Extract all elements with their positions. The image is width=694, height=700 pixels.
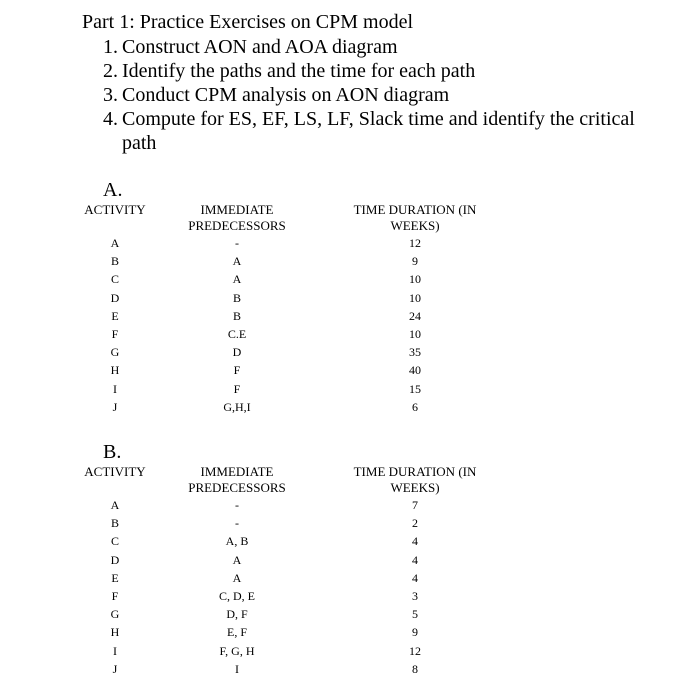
cell-predecessors: I (235, 661, 239, 676)
cell-duration: 12 (409, 236, 421, 250)
cell-duration: 40 (409, 363, 421, 378)
instruction-text: Compute for ES, EF, LS, LF, Slack time and identify the critical path (122, 108, 635, 154)
cell-activity: D (110, 290, 120, 305)
cell-predecessors: D, F (226, 607, 248, 622)
cell-duration: 10 (409, 290, 421, 305)
cell-activity: A (110, 498, 120, 512)
instruction-number: 4. (103, 108, 118, 130)
header-duration: TIME DURATION (IN WEEKS) (353, 202, 477, 233)
cell-activity: I (113, 381, 117, 396)
cell-predecessors: C.E (227, 326, 247, 341)
cell-duration: 35 (409, 345, 421, 360)
cell-activity: B (110, 254, 119, 269)
cell-activity: D (110, 552, 120, 567)
cell-activity: C (110, 272, 119, 287)
cell-activity: F (111, 326, 119, 341)
cell-duration: 5 (412, 607, 418, 622)
cell-activity: E (111, 308, 119, 323)
cell-predecessors: G,H,I (223, 399, 251, 414)
cell-predecessors: A (232, 552, 242, 567)
cell-duration: 8 (412, 661, 418, 676)
cell-predecessors: B (232, 290, 241, 305)
cell-duration: 4 (412, 534, 418, 549)
header-activity: ACTIVITY (84, 202, 146, 217)
instruction-text: Construct AON and AOA diagram (122, 36, 398, 58)
cell-duration: 24 (409, 308, 421, 323)
cell-predecessors: E, F (226, 625, 247, 640)
cell-activity: E (111, 570, 119, 585)
cell-predecessors: B (232, 308, 241, 323)
cell-predecessors: F, G, H (219, 643, 255, 658)
cell-predecessors: F (233, 363, 241, 378)
cell-duration: 4 (412, 552, 418, 567)
instruction-item (103, 107, 663, 155)
cell-duration: 10 (409, 272, 421, 287)
instruction-item (103, 59, 663, 83)
cell-duration: 10 (409, 326, 421, 341)
cell-duration: 3 (412, 588, 418, 603)
instruction-item (103, 35, 663, 59)
cell-duration: 4 (412, 570, 418, 585)
cell-duration: 7 (412, 498, 418, 512)
instruction-list (103, 35, 663, 155)
cell-predecessors: D (232, 345, 242, 360)
cell-activity: B (110, 516, 119, 531)
cell-duration: 15 (409, 381, 421, 396)
section-label-b: B. (103, 441, 122, 463)
cell-activity: C (110, 534, 119, 549)
instruction-number: 2. (103, 60, 118, 82)
header-predecessors: IMMEDIATE PREDECESSORS (188, 464, 286, 495)
instruction-item (103, 83, 663, 107)
cell-predecessors: - (235, 498, 239, 512)
cell-activity: J (112, 661, 118, 676)
cell-duration: 12 (409, 643, 421, 658)
header-duration: TIME DURATION (IN WEEKS) (353, 464, 477, 495)
cell-duration: 9 (412, 625, 418, 640)
cell-predecessors: A (232, 272, 242, 287)
cell-activity: H (110, 363, 120, 378)
cell-activity: F (111, 588, 119, 603)
cell-predecessors: C, D, E (219, 588, 255, 603)
page-heading: Part 1: Practice Exercises on CPM model (82, 11, 414, 33)
cell-predecessors: A (232, 254, 242, 269)
instruction-text: Conduct CPM analysis on AON diagram (122, 84, 450, 106)
cell-activity: J (112, 399, 118, 414)
instruction-text: Identify the paths and the time for each path (122, 60, 476, 82)
cell-duration: 2 (412, 516, 418, 531)
instruction-number: 3. (103, 84, 118, 106)
cell-activity: A (110, 236, 120, 250)
cell-activity: G (110, 345, 120, 360)
instruction-number: 1. (103, 36, 118, 58)
cell-predecessors: - (235, 516, 239, 531)
cell-predecessors: F (233, 381, 241, 396)
cell-duration: 9 (412, 254, 418, 269)
cell-predecessors: - (235, 236, 239, 250)
cell-duration: 6 (412, 399, 418, 414)
section-label-a: A. (103, 179, 123, 201)
cell-predecessors: A, B (225, 534, 249, 549)
header-predecessors: IMMEDIATE PREDECESSORS (188, 202, 286, 233)
cell-activity: G (110, 607, 120, 622)
cell-activity: H (110, 625, 120, 640)
cell-activity: I (113, 643, 117, 658)
header-activity: ACTIVITY (84, 464, 146, 479)
cell-predecessors: A (232, 570, 242, 585)
